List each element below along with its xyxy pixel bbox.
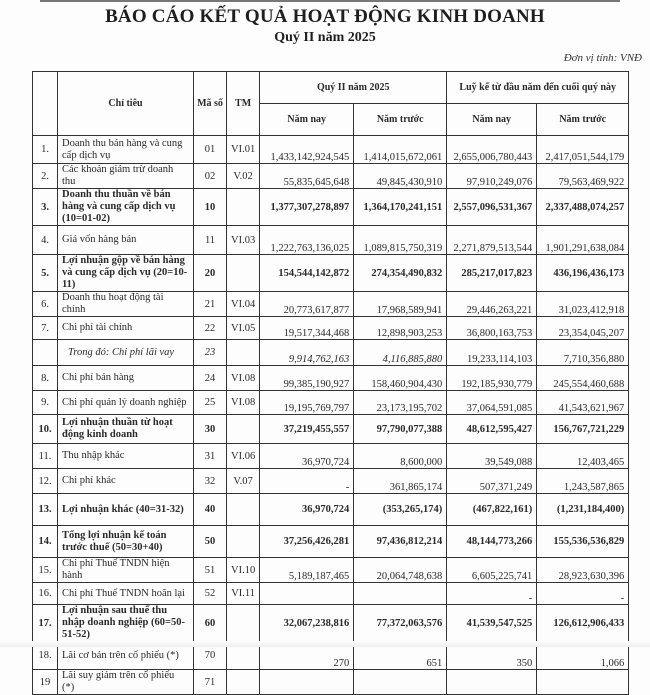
row-code: 71 — [194, 670, 227, 695]
row-label: Doanh thu thuần về bán hàng và cung cấp dịch vụ (10=01-02) — [58, 189, 194, 226]
row-code: 25 — [194, 391, 227, 415]
row-ytd-current: 48,612,595,427 — [447, 415, 537, 444]
row-label: Doanh thu hoạt động tài chính — [58, 292, 194, 317]
row-quarter-previous: 1,414,015,672,061 — [354, 136, 447, 164]
row-quarter-current: 5,189,187,465 — [260, 558, 354, 583]
row-quarter-current: 20,773,617,877 — [260, 292, 354, 317]
row-stt: 9. — [33, 391, 58, 415]
row-ytd-current: 37,064,591,085 — [447, 391, 537, 415]
row-stt: 10. — [33, 415, 58, 444]
row-label: Giá vốn hàng bán — [58, 226, 194, 255]
row-stt — [33, 340, 58, 366]
page-top-rule — [40, 0, 620, 2]
row-label: Chi phí khác — [58, 469, 194, 494]
row-code: 23 — [194, 340, 227, 366]
row-quarter-current: 37,256,426,281 — [260, 526, 354, 558]
row-quarter-current: 19,195,769,797 — [260, 391, 354, 415]
row-stt: 6. — [33, 292, 58, 317]
row-ytd-previous: 79,563,469,922 — [537, 164, 629, 189]
row-ytd-current: 41,539,547,525 — [447, 605, 537, 642]
row-quarter-current: 37,219,455,557 — [260, 415, 354, 444]
row-quarter-current — [260, 670, 354, 695]
row-ytd-previous: 41,543,621,967 — [537, 391, 629, 415]
row-code: 50 — [194, 526, 227, 558]
row-label: Tổng lợi nhuận kế toán trước thuế (50=30+40) — [58, 526, 194, 558]
table-row — [33, 415, 629, 444]
row-ytd-current: 97,910,249,076 — [447, 164, 537, 189]
header-quarter-previous: Năm trước — [354, 104, 447, 136]
row-label: Doanh thu bán hàng và cung cấp dịch vụ — [58, 136, 194, 164]
table-row — [33, 391, 629, 415]
row-ytd-previous: 126,612,906,433 — [537, 605, 629, 642]
row-stt: 19 — [33, 670, 58, 695]
row-code: 01 — [194, 136, 227, 164]
page-bottom-edge — [0, 641, 650, 647]
row-note: V.02 — [227, 164, 260, 189]
row-stt: 12. — [33, 469, 58, 494]
row-code: 21 — [194, 292, 227, 317]
row-ytd-current: 2,271,879,513,544 — [447, 226, 537, 255]
table-row — [33, 136, 629, 164]
row-code: 24 — [194, 366, 227, 391]
row-ytd-previous: 1,066 — [537, 642, 629, 670]
row-ytd-current: 6,605,225,741 — [447, 558, 537, 583]
row-quarter-current: 1,377,307,278,897 — [260, 189, 354, 226]
row-quarter-previous: 97,790,077,388 — [354, 415, 447, 444]
row-ytd-previous: 12,403,465 — [537, 444, 629, 469]
row-ytd-previous: 245,554,460,688 — [537, 366, 629, 391]
row-code: 31 — [194, 444, 227, 469]
table-row — [33, 189, 629, 226]
row-code: 52 — [194, 583, 227, 605]
row-ytd-current: 39,549,088 — [447, 444, 537, 469]
row-quarter-previous: 97,436,812,214 — [354, 526, 447, 558]
row-quarter-previous — [354, 583, 447, 605]
row-quarter-current: 99,385,190,927 — [260, 366, 354, 391]
row-note — [227, 494, 260, 526]
header-quarter-current: Năm nay — [260, 104, 354, 136]
row-ytd-previous: (1,231,184,400) — [537, 494, 629, 526]
row-note: VI.06 — [227, 444, 260, 469]
table-row — [33, 340, 629, 366]
table-row — [33, 583, 629, 605]
row-label: Các khoản giảm trừ doanh thu — [58, 164, 194, 189]
header-group-quarter: Quý II năm 2025 — [260, 72, 447, 104]
row-label: Chi phí tài chính — [58, 317, 194, 340]
row-quarter-previous: 49,845,430,910 — [354, 164, 447, 189]
row-stt: 14. — [33, 526, 58, 558]
row-note: VI.11 — [227, 583, 260, 605]
row-quarter-previous: 8,600,000 — [354, 444, 447, 469]
row-code: 40 — [194, 494, 227, 526]
row-ytd-previous: 1,243,587,865 — [537, 469, 629, 494]
row-quarter-previous: 17,968,589,941 — [354, 292, 447, 317]
row-quarter-current: 1,222,763,136,025 — [260, 226, 354, 255]
row-quarter-current — [260, 583, 354, 605]
row-ytd-previous: 2,417,051,544,179 — [537, 136, 629, 164]
row-label: Lợi nhuận gộp về bán hàng và cung cấp dịch vụ (20=10-11) — [58, 255, 194, 292]
row-quarter-current: 154,544,142,872 — [260, 255, 354, 292]
row-code: 11 — [194, 226, 227, 255]
row-note: VI.08 — [227, 366, 260, 391]
table-row — [33, 226, 629, 255]
row-code: 60 — [194, 605, 227, 642]
row-quarter-previous: 158,460,904,430 — [354, 366, 447, 391]
row-ytd-previous: - — [537, 583, 629, 605]
header-ma-so: Mã số — [194, 72, 227, 136]
row-ytd-current: 285,217,017,823 — [447, 255, 537, 292]
table-row — [33, 366, 629, 391]
row-stt: 2. — [33, 164, 58, 189]
row-note: VI.05 — [227, 317, 260, 340]
table-row — [33, 469, 629, 494]
row-label: Chi phí bán hàng — [58, 366, 194, 391]
row-code: 20 — [194, 255, 227, 292]
row-label: Chi phí Thuế TNDN hoãn lại — [58, 583, 194, 605]
row-quarter-current: 55,835,645,648 — [260, 164, 354, 189]
row-quarter-current: 32,067,238,816 — [260, 605, 354, 642]
table-row — [33, 317, 629, 340]
row-quarter-previous: 1,364,170,241,151 — [354, 189, 447, 226]
row-stt: 7. — [33, 317, 58, 340]
row-ytd-previous: 7,710,356,880 — [537, 340, 629, 366]
header-stt — [33, 72, 58, 136]
row-note: VI.01 — [227, 136, 260, 164]
header-ytd-previous: Năm trước — [537, 104, 629, 136]
row-ytd-previous: 23,354,045,207 — [537, 317, 629, 340]
row-note — [227, 415, 260, 444]
row-quarter-current: 36,970,724 — [260, 444, 354, 469]
currency-unit: Đơn vị tính: VNĐ — [563, 52, 642, 64]
header-ytd-current: Năm nay — [447, 104, 537, 136]
row-quarter-previous: 4,116,885,880 — [354, 340, 447, 366]
row-label: Lợi nhuận khác (40=31-32) — [58, 494, 194, 526]
header-group-ytd: Luỹ kế từ đầu năm đến cuối quý này — [447, 72, 629, 104]
row-ytd-current: 29,446,263,221 — [447, 292, 537, 317]
row-code: 22 — [194, 317, 227, 340]
table-row — [33, 444, 629, 469]
row-note: VI.10 — [227, 558, 260, 583]
row-ytd-current: - — [447, 583, 537, 605]
table-row — [33, 558, 629, 583]
header-tm: TM — [227, 72, 260, 136]
row-quarter-current: 36,970,724 — [260, 494, 354, 526]
row-ytd-current: 19,233,114,103 — [447, 340, 537, 366]
row-quarter-previous: 274,354,490,832 — [354, 255, 447, 292]
report-period: Quý II năm 2025 — [274, 30, 376, 45]
row-stt: 11. — [33, 444, 58, 469]
row-label: Lãi cơ bản trên cổ phiếu (*) — [58, 642, 194, 670]
report-title: BÁO CÁO KẾT QUẢ HOẠT ĐỘNG KINH DOANH — [105, 6, 545, 27]
row-stt: 8. — [33, 366, 58, 391]
row-ytd-previous: 156,767,721,229 — [537, 415, 629, 444]
row-ytd-previous: 436,196,436,173 — [537, 255, 629, 292]
row-code: 10 — [194, 189, 227, 226]
row-code: 02 — [194, 164, 227, 189]
row-note — [227, 340, 260, 366]
row-label: Thu nhập khác — [58, 444, 194, 469]
row-ytd-current: 36,800,163,753 — [447, 317, 537, 340]
row-quarter-previous: (353,265,174) — [354, 494, 447, 526]
row-stt: 4. — [33, 226, 58, 255]
row-code: 30 — [194, 415, 227, 444]
row-quarter-previous: 1,089,815,750,319 — [354, 226, 447, 255]
row-stt: 3. — [33, 189, 58, 226]
row-stt: 13. — [33, 494, 58, 526]
table-row — [33, 526, 629, 558]
table-row — [33, 670, 629, 695]
row-label: Chi phí Thuế TNDN hiện hành — [58, 558, 194, 583]
row-ytd-previous: 31,023,412,918 — [537, 292, 629, 317]
row-quarter-previous: 77,372,063,576 — [354, 605, 447, 642]
row-quarter-current: 1,433,142,924,545 — [260, 136, 354, 164]
row-note — [227, 255, 260, 292]
row-label: Lợi nhuận thuần từ hoạt động kinh doanh — [58, 415, 194, 444]
row-stt: 15. — [33, 558, 58, 583]
row-note: VI.03 — [227, 226, 260, 255]
row-note: VI.08 — [227, 391, 260, 415]
row-quarter-current: 270 — [260, 642, 354, 670]
row-ytd-current: 350 — [447, 642, 537, 670]
table-row — [33, 164, 629, 189]
row-ytd-current: 192,185,930,779 — [447, 366, 537, 391]
row-quarter-current: 9,914,762,163 — [260, 340, 354, 366]
row-note — [227, 605, 260, 642]
row-quarter-previous: 651 — [354, 642, 447, 670]
row-ytd-current: 48,144,773,266 — [447, 526, 537, 558]
row-code: 51 — [194, 558, 227, 583]
row-label: Chi phí quản lý doanh nghiệp — [58, 391, 194, 415]
row-quarter-previous: 12,898,903,253 — [354, 317, 447, 340]
row-ytd-current — [447, 670, 537, 695]
row-ytd-current: 2,557,096,531,367 — [447, 189, 537, 226]
row-note — [227, 526, 260, 558]
row-label: Lợi nhuận sau thuế thu nhập doanh nghiệp (60=50-51-52) — [58, 605, 194, 642]
row-stt: 5. — [33, 255, 58, 292]
header-chi-tieu: Chỉ tiêu — [58, 72, 194, 136]
table-row — [33, 292, 629, 317]
row-ytd-previous: 1,901,291,638,084 — [537, 226, 629, 255]
row-label: Trong đó: Chi phí lãi vay — [58, 340, 194, 366]
table-row — [33, 255, 629, 292]
row-ytd-current: 507,371,249 — [447, 469, 537, 494]
row-ytd-previous — [537, 670, 629, 695]
row-ytd-previous: 28,923,630,396 — [537, 558, 629, 583]
row-note: VI.04 — [227, 292, 260, 317]
row-note: V.07 — [227, 469, 260, 494]
row-stt: 18. — [33, 642, 58, 670]
row-ytd-previous: 155,536,536,829 — [537, 526, 629, 558]
row-stt: 16. — [33, 583, 58, 605]
row-label: Lãi suy giảm trên cổ phiếu (*) — [58, 670, 194, 695]
table-row — [33, 494, 629, 526]
row-ytd-previous: 2,337,488,074,257 — [537, 189, 629, 226]
row-quarter-previous — [354, 670, 447, 695]
row-quarter-current: 19,517,344,468 — [260, 317, 354, 340]
row-stt: 1. — [33, 136, 58, 164]
row-note — [227, 189, 260, 226]
row-note — [227, 670, 260, 695]
row-quarter-current: - — [260, 469, 354, 494]
row-quarter-previous: 23,173,195,702 — [354, 391, 447, 415]
row-quarter-previous: 361,865,174 — [354, 469, 447, 494]
row-ytd-current: 2,655,006,780,443 — [447, 136, 537, 164]
row-code: 32 — [194, 469, 227, 494]
row-quarter-previous: 20,064,748,638 — [354, 558, 447, 583]
table-row — [33, 605, 629, 642]
row-ytd-current: (467,822,161) — [447, 494, 537, 526]
row-code: 70 — [194, 642, 227, 670]
row-stt: 17. — [33, 605, 58, 642]
income-statement-table — [32, 71, 629, 695]
